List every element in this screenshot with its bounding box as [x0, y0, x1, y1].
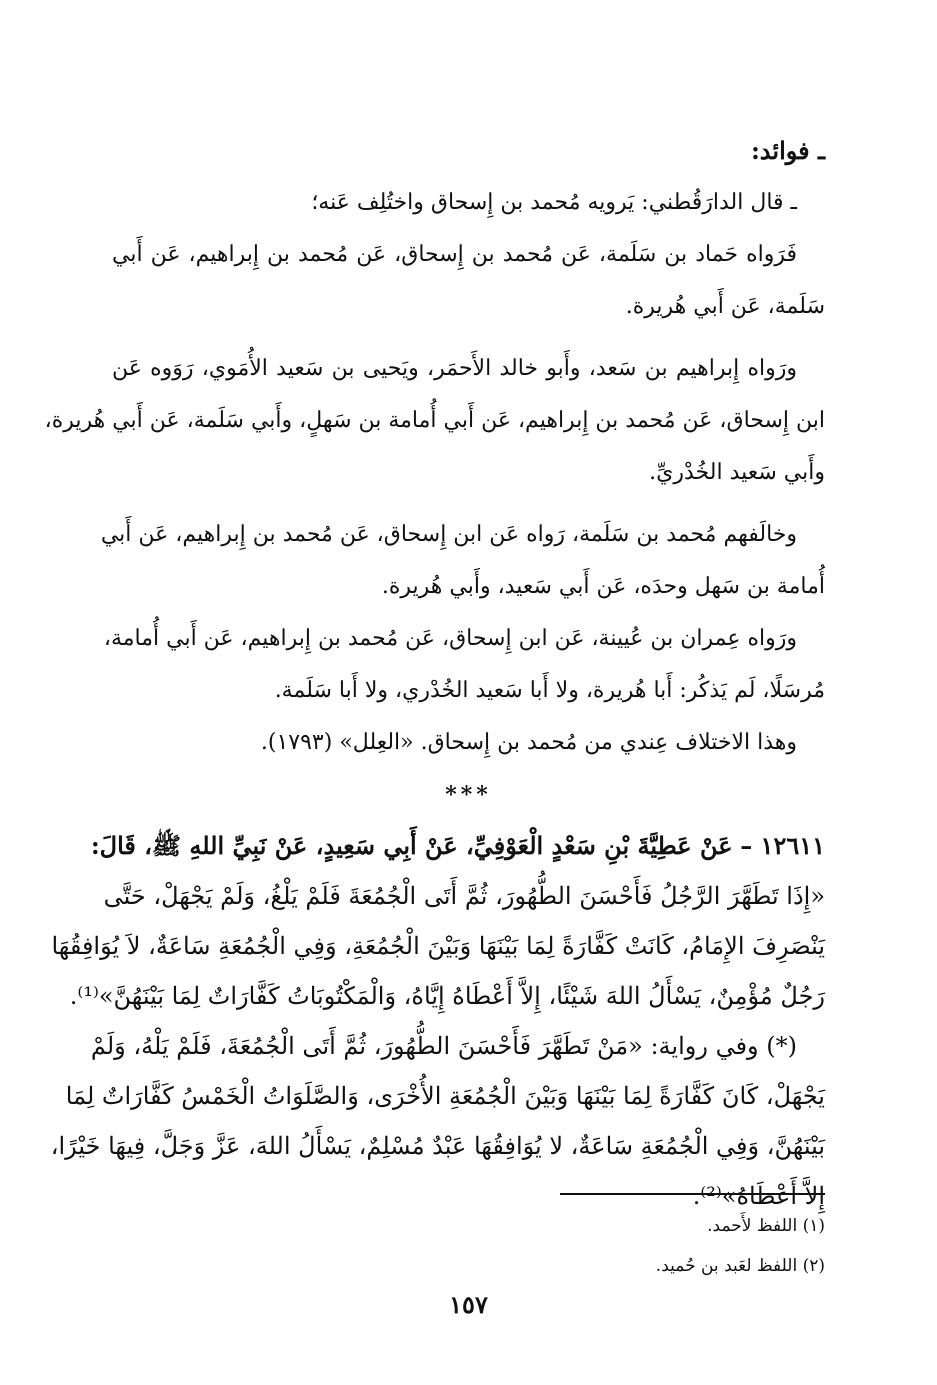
footnote-divider: [560, 1193, 825, 1195]
riwaya-line: (*) وفي رواية: «مَنْ تَطَهَّرَ فَأَحْسَنَ الطُّهُورَ، ثُمَّ أَتَى الْجُمُعَةَ، فَلَمْ يَلْهُ، وَلَمْ: [90, 1032, 797, 1060]
section-separator: ***: [445, 782, 492, 808]
footnote-1: (١) اللفظ لأَحمد.: [707, 1216, 825, 1236]
paragraph-line: وخالَفهم مُحمد بن سَلَمة، رَواه عَن ابن إِسحاق، عَن مُحمد بن إِبراهيم، عَن أَبي: [100, 522, 797, 547]
paragraph-line: ابن إِسحاق، عَن مُحمد بن إِبراهيم، عَن أَبي أُمامة بن سَهلٍ، وأَبي سَلَمة، عَن أَبي هُريرة،: [44, 408, 825, 433]
hadith-text-line: رَجُلٌ مُؤْمِنٌ، يَسْأَلُ اللهَ شَيْئًا، إِلاَّ أَعْطَاهُ إِيَّاهُ، وَالْمَكْتُوبَاتُ كَفَّارَاتٌ لِمَا بَيْنَهُنَّ»⁽¹⁾.: [69, 982, 825, 1010]
hadith-text-line: «إِذَا تَطَهَّرَ الرَّجُلُ فَأَحْسَنَ الطُّهُورَ، ثُمَّ أَتَى الْجُمُعَةَ فَلَمْ يَلْغُ، وَلَمْ يَجْهَلْ، حَتَّى: [103, 882, 825, 910]
footnote-2: (٢) اللفظ لعَبد بن حُميد.: [655, 1256, 825, 1276]
paragraph-line: فَرَواه حَماد بن سَلَمة، عَن مُحمد بن إِسحاق، عَن مُحمد بن إِبراهيم، عَن أَبي: [112, 242, 797, 267]
paragraph-line: ورَواه عِمران بن عُيينة، عَن ابن إِسحاق، عَن مُحمد بن إِبراهيم، عَن أَبي أُمامة،: [103, 626, 797, 651]
footnotes: [112, 1206, 825, 1286]
hadith-chain: عَنْ عَطِيَّةَ بْنِ سَعْدٍ الْعَوْفِيِّ، عَنْ أَبِي سَعِيدٍ، عَنْ نَبِيِّ اللهِ ﷺ، قَالَ:: [90, 831, 733, 860]
hadith-text-line: يَنْصَرِفَ الإِمَامُ، كَانَتْ كَفَّارَةً لِمَا بَيْنَهَا وَبَيْنَ الْجُمُعَةِ، وَفِي الْجُمُعَةِ سَاعَةٌ، لاَ يُوَافِقُهَا: [51, 932, 825, 960]
paragraph-line: أُمامة بن سَهل وحدَه، عَن أَبي سَعيد، وأَبي هُريرة.: [381, 574, 825, 599]
paragraph-line: وهذا الاختلاف عِندي من مُحمد بن إِسحاق. «العِلل» (١٧٩٣).: [260, 730, 797, 755]
paragraph-line: ورَواه إِبراهيم بن سَعد، وأَبو خالد الأَحمَر، ويَحيى بن سَعيد الأُمَوي، رَوَوه عَن: [112, 356, 797, 381]
riwaya-line: يَجْهَلْ، كَانَ كَفَّارَةً لِمَا بَيْنَهَا وَبَيْنَ الْجُمُعَةِ الأُخْرَى، وَالصَّلَوَاتُ الْخَمْسُ كَفَّارَاتٌ لِمَا: [65, 1082, 825, 1110]
riwaya-line: إِلاَّ أَعْطَاهُ»⁽²⁾.: [692, 1182, 825, 1210]
paragraph-line: مُرسَلًا، لَم يَذكُر: أَبا هُريرة، ولا أَبا سَعيد الخُدْري، ولا أَبا سَلَمة.: [274, 678, 825, 703]
hadith-number: ١٢٦١١ –: [740, 831, 825, 860]
hadith-heading-line: [90, 821, 825, 871]
section-heading: ـ فوائد:: [750, 136, 825, 165]
main-text: [44, 125, 825, 1221]
riwaya-line: بَيْنَهُنَّ، وَفِي الْجُمُعَةِ سَاعَةٌ، لا يُوَافِقُهَا عَبْدٌ مُسْلِمٌ، يَسْأَلُ اللهَ، عَزَّ وَجَلَّ، فِيهَا خَيْرًا،: [50, 1132, 825, 1160]
paragraph-line: سَلَمة، عَن أَبي هُريرة.: [625, 294, 825, 319]
paragraph-line: وأَبي سَعيد الخُدْريِّ.: [649, 460, 825, 485]
paragraph-line: ـ قال الدارَقُطني: يَرويه مُحمد بن إِسحاق واختُلِف عَنه؛: [311, 190, 797, 215]
page-number: ١٥٧: [449, 1290, 488, 1319]
